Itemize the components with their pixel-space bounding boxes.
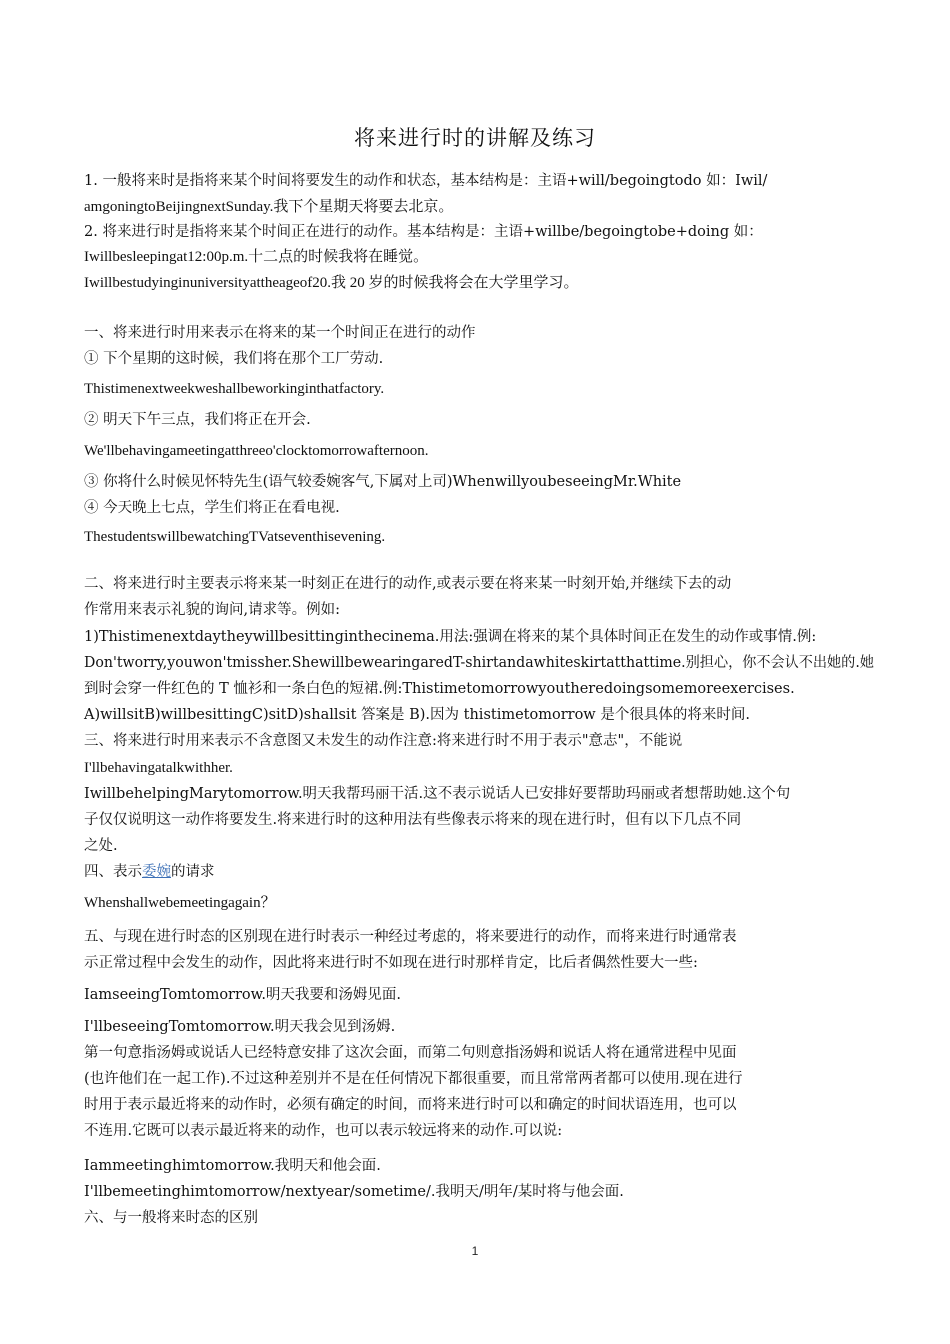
- text-line: Iammeetinghimtomorrow.我明天和他会面.: [84, 1158, 381, 1174]
- heading-prefix: 四、表示: [84, 864, 142, 880]
- heading-suffix: 的请求: [171, 864, 215, 880]
- text-line: ThestudentswillbewatchingTVatseventhisevening.: [84, 529, 386, 545]
- text-line: 子仅仅说明这一动作将要发生.将来进行时的这种用法有些像表示将来的现在进行时，但有以下几点不同: [84, 812, 742, 828]
- text-line: ④ 今天晚上七点，学生们将正在看电视.: [84, 500, 340, 516]
- text-line: 2. 将来进行时是指将来某个时间正在进行的动作。基本结构是：主语+willbe/begoingtobe+doing 如：: [84, 224, 763, 240]
- text-line: 之处.: [84, 838, 118, 854]
- text-line: 作常用来表示礼貌的询问,请求等。例如:: [84, 602, 340, 618]
- text-line: 示正常过程中会发生的动作，因此将来进行时不如现在进行时那样肯定，比后者偶然性要大一些:: [84, 955, 698, 971]
- text-line: 1. 一般将来时是指将来某个时间将要发生的动作和状态，基本结构是：主语+will/begoingtodo 如：Iwil/: [84, 173, 768, 189]
- section-heading: 五、与现在进行时态的区别现在进行时表示一种经过考虑的，将来要进行的动作，而将来进行时通常表: [84, 929, 737, 945]
- text-line: ③ 你将什么时候见怀特先生(语气较委婉客气,下属对上司)WhenwillyoubeseeingMr.White: [84, 474, 682, 490]
- text-line: Thistimenextweekweshallbeworkinginthatfactory.: [84, 381, 385, 397]
- text-line: IamseeingTomtomorrow.明天我要和汤姆见面.: [84, 987, 402, 1003]
- text-line: A)willsitB)willbesittingC)sitD)shallsit 答案是 B).因为 thistimetomorrow 是个很具体的将来时间.: [84, 707, 750, 723]
- text-line: Don'tworry,youwon'tmissher.ShewillbewearingaredT-shirtandawhiteskirtatthattime.别担心，你不会认不出她的.她: [84, 655, 874, 671]
- text-line: 到时会穿一件红色的 T 恤衫和一条白色的短裙.例:Thistimetomorrowyoutheredoingsomemoreexercises.: [84, 681, 795, 697]
- section-heading: 一、将来进行时用来表示在将来的某一个时间正在进行的动作: [84, 325, 476, 341]
- text-line: 时用于表示最近将来的动作时，必须有确定的时间，而将来进行时可以和确定的时间状语连用，也可以: [84, 1097, 737, 1113]
- section-heading: 二、将来进行时主要表示将来某一时刻正在进行的动作,或表示要在将来某一时刻开始,并继续下去的动: [84, 576, 732, 592]
- text-line: 不连用.它既可以表示最近将来的动作，也可以表示较远将来的动作.可以说:: [84, 1123, 563, 1139]
- term-link[interactable]: 委婉: [142, 864, 171, 880]
- text-line: Iwillbesleepingat12:00p.m.十二点的时候我将在睡觉。: [84, 249, 429, 265]
- text-line: Iwillbestudyinginuniversityattheageof20.我 20 岁的时候我将会在大学里学习。: [84, 275, 579, 291]
- text-line: IwillbehelpingMarytomorrow.明天我帮玛丽干活.这不表示说话人已安排好要帮助玛丽或者想帮助她.这个句: [84, 786, 791, 802]
- section-heading: 六、与一般将来时态的区别: [84, 1210, 258, 1226]
- text-line: amgoningtoBeijingnextSunday.我下个星期天将要去北京。: [84, 199, 454, 215]
- text-line: I'llbehavingatalkwithher.: [84, 760, 233, 776]
- text-line: Whenshallwebemeetingagain？: [84, 895, 276, 911]
- text-line: I'llbemeetinghimtomorrow/nextyear/sometime/.我明天/明年/某时将与他会面.: [84, 1184, 624, 1200]
- section-heading: [84, 859, 859, 885]
- text-line: 第一句意指汤姆或说话人已经特意安排了这次会面，而第二句则意指汤姆和说话人将在通常进程中见面: [84, 1045, 737, 1061]
- page-title: 将来进行时的讲解及练习: [354, 126, 596, 150]
- text-line: 1)Thistimenextdaytheywillbesittinginthecinema.用法:强调在将来的某个具体时间正在发生的动作或事情.例:: [84, 629, 817, 645]
- text-line: ① 下个星期的这时候，我们将在那个工厂劳动.: [84, 351, 384, 367]
- text-line: I'llbeseeingTomtomorrow.明天我会见到汤姆.: [84, 1019, 396, 1035]
- section-heading: 三、将来进行时用来表示不含意图又未发生的动作注意:将来进行时不用于表示"意志"，不能说: [84, 733, 683, 749]
- text-line: ② 明天下午三点，我们将正在开会.: [84, 412, 311, 428]
- text-line: (也许他们在一起工作).不过这种差别并不是在任何情况下都很重要，而且常常两者都可以使用.现在进行: [84, 1071, 743, 1087]
- page-number: 1: [471, 1244, 479, 1258]
- text-line: We'llbehavingameetingatthreeo'clocktomorrowafternoon.: [84, 443, 429, 459]
